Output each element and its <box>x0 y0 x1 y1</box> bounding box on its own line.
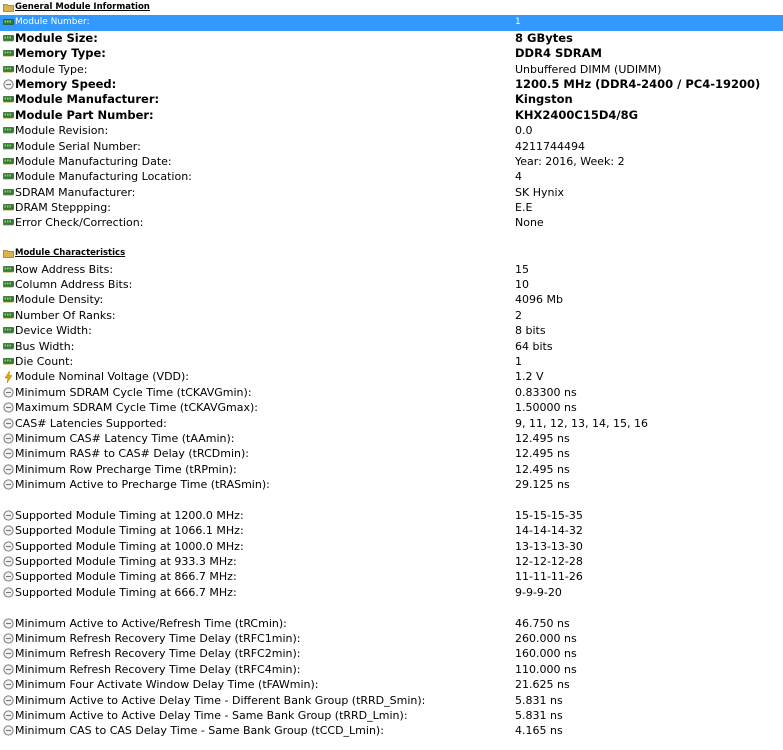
property-row[interactable] <box>0 215 783 230</box>
property-label: Minimum Active to Active/Refresh Time (tRCmin): <box>15 616 287 630</box>
property-row[interactable] <box>0 200 783 215</box>
property-value: SK Hynix <box>515 185 565 199</box>
property-row[interactable] <box>0 631 783 646</box>
property-value: 12.495 ns <box>515 447 570 461</box>
section-header-label: General Module Information <box>15 2 150 12</box>
property-row[interactable] <box>0 446 783 461</box>
property-value: Kingston <box>515 92 573 107</box>
property-label: Minimum SDRAM Cycle Time (tCKAVGmin): <box>15 385 252 399</box>
property-value: 1 <box>515 17 521 28</box>
property-value: 1.2 V <box>515 370 544 384</box>
property-value: 14-14-14-32 <box>515 524 583 538</box>
property-label: Supported Module Timing at 866.7 MHz: <box>15 570 237 584</box>
clock-icon <box>3 449 14 458</box>
property-row[interactable] <box>0 185 783 200</box>
property-value: 9, 11, 12, 13, 14, 15, 16 <box>515 416 648 430</box>
property-value: 8 bits <box>515 324 546 338</box>
property-label: Supported Module Timing at 1000.0 MHz: <box>15 539 244 553</box>
memory-chip-icon <box>3 265 14 274</box>
property-value: 0.0 <box>515 124 533 138</box>
property-row[interactable] <box>0 292 783 307</box>
clock-icon <box>3 542 14 551</box>
memory-chip-icon <box>3 326 14 335</box>
memory-chip-icon <box>3 188 14 197</box>
row-spacer <box>0 600 783 615</box>
property-label: Module Manufacturing Date: <box>15 154 172 168</box>
section-header[interactable] <box>0 0 783 15</box>
clock-icon <box>3 711 14 720</box>
property-row[interactable] <box>0 708 783 723</box>
property-row[interactable] <box>0 46 783 61</box>
property-label: Supported Module Timing at 933.3 MHz: <box>15 555 237 569</box>
clock-icon <box>3 649 14 658</box>
property-value: E.E <box>515 201 533 215</box>
row-spacer <box>0 493 783 508</box>
property-label: DRAM Steppping: <box>15 201 111 215</box>
property-row[interactable] <box>0 108 783 123</box>
property-value: 46.750 ns <box>515 616 570 630</box>
property-label: Supported Module Timing at 666.7 MHz: <box>15 585 237 599</box>
property-label: Minimum CAS# Latency Time (tAAmin): <box>15 431 235 445</box>
memory-chip-icon <box>3 65 14 74</box>
memory-chip-icon <box>3 157 14 166</box>
clock-icon <box>3 619 14 628</box>
clock-icon <box>3 572 14 581</box>
property-row[interactable] <box>0 92 783 107</box>
clock-icon <box>3 465 14 474</box>
property-value: 0.83300 ns <box>515 385 577 399</box>
property-row[interactable] <box>0 646 783 661</box>
property-value: 2 <box>515 308 522 322</box>
property-value: 15 <box>515 262 529 276</box>
property-label: SDRAM Manufacturer: <box>15 185 136 199</box>
property-row[interactable] <box>0 462 783 477</box>
property-row[interactable] <box>0 308 783 323</box>
property-value: 8 GBytes <box>515 30 573 45</box>
property-label: Die Count: <box>15 354 74 368</box>
property-row[interactable] <box>0 585 783 600</box>
property-row[interactable] <box>0 539 783 554</box>
property-label: Minimum CAS to CAS Delay Time - Same Bank Group (tCCD_Lmin): <box>15 724 384 738</box>
memory-chip-icon <box>3 34 14 43</box>
property-label: Minimum Refresh Recovery Time Delay (tRFC4min): <box>15 662 301 676</box>
property-row[interactable] <box>0 616 783 631</box>
property-row[interactable] <box>0 323 783 338</box>
memory-chip-icon <box>3 172 14 181</box>
property-label: Minimum Refresh Recovery Time Delay (tRFC1min): <box>15 632 301 646</box>
property-value: 10 <box>515 278 529 292</box>
property-row[interactable] <box>0 62 783 77</box>
clock-icon <box>3 680 14 689</box>
clock-icon <box>3 726 14 735</box>
property-value: 1 <box>515 354 522 368</box>
property-row[interactable] <box>0 77 783 92</box>
property-label: Minimum RAS# to CAS# Delay (tRCDmin): <box>15 447 249 461</box>
property-value: 12-12-12-28 <box>515 555 583 569</box>
property-row[interactable] <box>0 354 783 369</box>
folder-icon <box>3 249 14 258</box>
property-label: Minimum Active to Active Delay Time - Same Bank Group (tRRD_Lmin): <box>15 708 408 722</box>
property-row[interactable] <box>0 31 783 46</box>
clock-icon <box>3 588 14 597</box>
property-label: CAS# Latencies Supported: <box>15 416 167 430</box>
property-row[interactable] <box>0 277 783 292</box>
clock-icon <box>3 557 14 566</box>
property-value: 64 bits <box>515 339 553 353</box>
property-label: Number Of Ranks: <box>15 308 116 322</box>
property-value: 260.000 ns <box>515 632 577 646</box>
property-label: Module Size: <box>15 30 98 45</box>
clock-icon <box>3 434 14 443</box>
folder-icon <box>3 3 14 12</box>
property-value: 1.50000 ns <box>515 401 577 415</box>
property-value: 9-9-9-20 <box>515 585 562 599</box>
property-value: 12.495 ns <box>515 431 570 445</box>
memory-chip-icon <box>3 126 14 135</box>
property-label: Module Number: <box>15 17 90 28</box>
property-label: Row Address Bits: <box>15 262 114 276</box>
property-row[interactable] <box>0 508 783 523</box>
property-value: 15-15-15-35 <box>515 508 583 522</box>
property-label: Memory Type: <box>15 46 106 61</box>
memory-chip-icon <box>3 142 14 151</box>
memory-chip-icon <box>3 342 14 351</box>
memory-chip-icon <box>3 295 14 304</box>
property-value: 1200.5 MHz (DDR4-2400 / PC4-19200) <box>515 76 761 91</box>
clock-icon <box>3 696 14 705</box>
clock-icon <box>3 511 14 520</box>
section-header[interactable] <box>0 246 783 261</box>
clock-icon <box>3 419 14 428</box>
property-value: 4.165 ns <box>515 724 563 738</box>
clock-icon <box>3 403 14 412</box>
memory-chip-icon <box>3 311 14 320</box>
property-row[interactable] <box>0 385 783 400</box>
section-header-label: Module Characteristics <box>15 248 126 259</box>
property-row[interactable] <box>0 554 783 569</box>
clock-icon <box>3 80 14 89</box>
property-label: Maximum SDRAM Cycle Time (tCKAVGmax): <box>15 401 258 415</box>
property-label: Module Manufacturing Location: <box>15 170 192 184</box>
property-value: 21.625 ns <box>515 678 570 692</box>
property-value: 12.495 ns <box>515 462 570 476</box>
property-label: Minimum Row Precharge Time (tRPmin): <box>15 462 237 476</box>
property-row[interactable] <box>0 677 783 692</box>
memory-chip-icon <box>3 95 14 104</box>
property-label: Minimum Four Activate Window Delay Time (tFAWmin): <box>15 678 319 692</box>
property-label: Supported Module Timing at 1200.0 MHz: <box>15 508 244 522</box>
property-row[interactable] <box>0 416 783 431</box>
memory-chip-icon <box>3 357 14 366</box>
property-label: Bus Width: <box>15 339 75 353</box>
clock-icon <box>3 388 14 397</box>
clock-icon <box>3 665 14 674</box>
property-label: Module Type: <box>15 62 88 76</box>
property-row[interactable] <box>0 662 783 677</box>
property-value: KHX2400C15D4/8G <box>515 107 639 122</box>
property-value: 4096 Mb <box>515 293 563 307</box>
property-row[interactable] <box>0 154 783 169</box>
property-value: Unbuffered DIMM (UDIMM) <box>515 62 662 76</box>
property-row[interactable] <box>0 723 783 738</box>
property-label: Column Address Bits: <box>15 278 133 292</box>
property-value: 4211744494 <box>515 139 585 153</box>
property-label: Device Width: <box>15 324 92 338</box>
property-label: Minimum Refresh Recovery Time Delay (tRFC2min): <box>15 647 301 661</box>
clock-icon <box>3 634 14 643</box>
property-label: Module Serial Number: <box>15 139 141 153</box>
property-value: 29.125 ns <box>515 478 570 492</box>
property-value: 5.831 ns <box>515 693 563 707</box>
property-row[interactable] <box>0 569 783 584</box>
property-value: 110.000 ns <box>515 662 577 676</box>
property-label: Error Check/Correction: <box>15 216 144 230</box>
property-label: Minimum Active to Active Delay Time - Different Bank Group (tRRD_Smin): <box>15 693 426 707</box>
property-label: Supported Module Timing at 1066.1 MHz: <box>15 524 244 538</box>
property-value: Year: 2016, Week: 2 <box>515 154 625 168</box>
memory-chip-icon <box>3 111 14 120</box>
property-label: Memory Speed: <box>15 76 117 91</box>
property-row[interactable] <box>0 369 783 384</box>
memory-chip-icon <box>3 18 14 27</box>
property-label: Module Density: <box>15 293 104 307</box>
property-row[interactable] <box>0 523 783 538</box>
memory-chip-icon <box>3 49 14 58</box>
property-row[interactable] <box>0 400 783 415</box>
section-spacer <box>0 231 783 246</box>
property-value: 11-11-11-26 <box>515 570 583 584</box>
property-row[interactable] <box>0 139 783 154</box>
property-label: Module Part Number: <box>15 107 154 122</box>
property-value: 13-13-13-30 <box>515 539 583 553</box>
property-row[interactable] <box>0 693 783 708</box>
property-row[interactable] <box>0 477 783 492</box>
property-label: Minimum Active to Precharge Time (tRASmin): <box>15 478 270 492</box>
property-label: Module Revision: <box>15 124 109 138</box>
property-value: 160.000 ns <box>515 647 577 661</box>
memory-chip-icon <box>3 280 14 289</box>
property-label: Module Nominal Voltage (VDD): <box>15 370 190 384</box>
property-value: 5.831 ns <box>515 708 563 722</box>
lightning-icon <box>3 372 14 381</box>
property-value: 4 <box>515 170 522 184</box>
property-row[interactable] <box>0 431 783 446</box>
property-row[interactable] <box>0 262 783 277</box>
clock-icon <box>3 526 14 535</box>
property-row[interactable] <box>0 123 783 138</box>
memory-chip-icon <box>3 203 14 212</box>
clock-icon <box>3 480 14 489</box>
property-row[interactable] <box>0 169 783 184</box>
property-label: Module Manufacturer: <box>15 92 160 107</box>
property-row[interactable] <box>0 339 783 354</box>
property-value: None <box>515 216 544 230</box>
memory-chip-icon <box>3 218 14 227</box>
property-row[interactable] <box>0 15 783 30</box>
property-value: DDR4 SDRAM <box>515 46 602 61</box>
